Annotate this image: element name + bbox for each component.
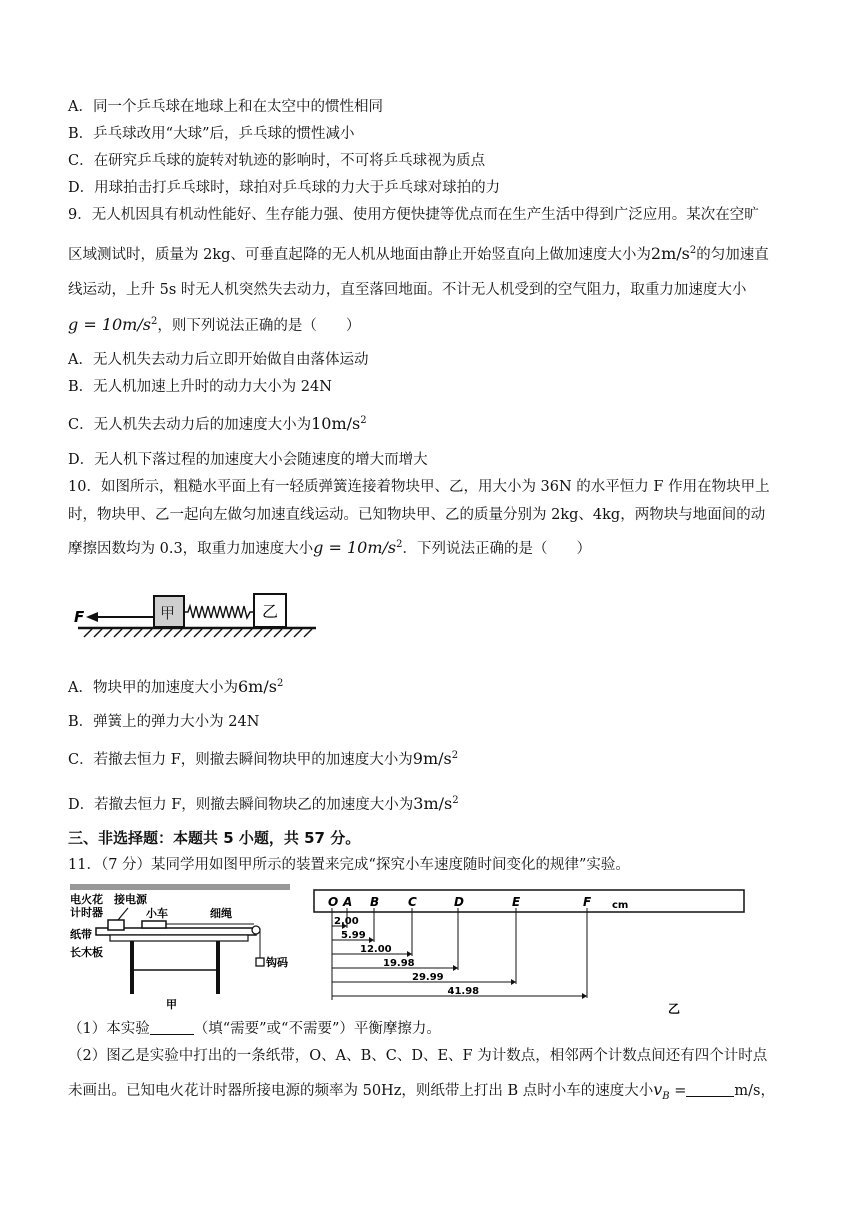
block-yi-label: 乙 — [262, 602, 279, 621]
q8-option-c: C．在研究乒乓球的旋转对轨迹的影响时，不可将乒乓球视为质点 — [68, 153, 486, 169]
distance-label-1: 2.00 — [334, 916, 359, 927]
q9-accel-value: 2m/s — [650, 244, 690, 263]
q9-line2-text: 区域测试时，质量为 2kg、可垂直起降的无人机从地面由静止开始竖直向上做加速度大小为 — [68, 247, 651, 263]
spring — [184, 606, 254, 618]
distance-arrow-icon — [369, 937, 374, 943]
caption-yi: 乙 — [668, 1002, 681, 1014]
distance-arrow-icon — [407, 951, 412, 957]
timer-device — [108, 920, 124, 930]
force-arrow-icon — [86, 612, 98, 622]
distance-label-3: 12.00 — [360, 944, 392, 955]
q9-option-c-math: 10m/s — [311, 414, 361, 433]
q8-option-a: A．同一个乒乓球在地球上和在太空中的惯性相同 — [68, 99, 383, 115]
distance-label-4: 19.98 — [383, 958, 415, 969]
q10-stem-line1: 10．如图所示，粗糙水平面上有一轻质弹簧连接着物块甲、乙，用大小为 36N 的水平恒力 F 作用在物块甲上 — [68, 479, 770, 495]
q11-vb-symbol: v — [653, 1080, 663, 1099]
q10-line3-tail: ．下列说法正确的是（ ） — [402, 541, 591, 557]
caption-jia: 甲 — [166, 998, 177, 1011]
distance-arrow-icon — [453, 965, 458, 971]
q10-option-b: B．弹簧上的弹力大小为 24N — [68, 714, 260, 730]
q10-option-d: D．若撤去恒力 F，则撤去瞬间物块乙的加速度大小为$3m/s^2$ — [68, 794, 459, 813]
q9-g-value: g = 10m/s — [68, 315, 151, 334]
q9-option-a: A．无人机失去动力后立即开始做自由落体运动 — [68, 352, 369, 368]
label-tape: 纸带 — [70, 928, 92, 941]
ground-hatching — [84, 629, 312, 637]
distance-label-6: 41.98 — [447, 986, 480, 997]
q9-line2-tail: 的匀加速直 — [696, 247, 769, 263]
force-label: F — [74, 608, 85, 626]
q11-vb-eq: = — [669, 1083, 687, 1099]
q11-part2-text: 未画出。已知电火花计时器所接电源的频率为 50Hz，则纸带上打出 B 点时小车的速度大小 — [68, 1083, 654, 1099]
q9-option-c: C．无人机失去动力后的加速度大小为$10m/s^2$ — [68, 414, 367, 433]
q10-figure — [70, 588, 330, 650]
q10-stem-line3: 摩擦因数均为 0.3，取重力加速度大小$g = 10m/s^2$．下列说法正确的是（ ） — [68, 538, 591, 557]
q10-option-c-text: C．若撤去恒力 F，则撤去瞬间物块甲的加速度大小为 — [68, 752, 413, 768]
tape-unit: cm — [612, 900, 629, 911]
tape-point-O: O — [328, 895, 339, 909]
label-timer: 电火花 — [70, 893, 103, 906]
q11-part2-line2 — [68, 1080, 775, 1107]
tape-point-C: C — [408, 895, 417, 909]
label-rope: 细绳 — [210, 907, 232, 920]
q10-option-a-math: 6m/s — [237, 677, 277, 696]
q11-answer-blank-2[interactable] — [686, 1082, 734, 1097]
block-jia-label: 甲 — [160, 604, 176, 622]
q11-part2-tail: m/s， — [734, 1083, 775, 1099]
q9-stem-line4: $g = 10m/s^2$，则下列说法正确的是（ ） — [68, 315, 361, 334]
q10-line3-text: 摩擦因数均为 0.3，取重力加速度大小 — [68, 541, 314, 557]
q11-stem-line1: 11．（7 分）某同学用如图甲所示的装置来完成“探究小车速度随时间变化的规律”实验。 — [68, 857, 630, 873]
weight-block — [256, 958, 264, 966]
pulley-icon — [252, 926, 260, 934]
q8-option-d: D．用球拍击打乒乓球时，球拍对乒乓球的力大于乒乓球对球拍的力 — [68, 180, 501, 196]
q10-option-c: C．若撤去恒力 F，则撤去瞬间物块甲的加速度大小为$9m/s^2$ — [68, 749, 459, 768]
q11-vb-sub: B — [662, 1090, 670, 1102]
q9-line4-tail: ，则下列说法正确的是（ ） — [157, 318, 361, 334]
q10-g-value: g = 10m/s — [313, 538, 397, 557]
q9-option-b: B．无人机加速上升时的动力大小为 24N — [68, 379, 332, 395]
section-heading: 三、非选择题：本题共 5 小题，共 57 分。 — [68, 829, 361, 847]
tape-figure — [312, 888, 752, 1014]
q11-answer-blank-1[interactable] — [150, 1020, 194, 1035]
q10-option-d-text: D．若撤去恒力 F，则撤去瞬间物块乙的加速度大小为 — [68, 797, 414, 813]
q9-stem-line2: 区域测试时，质量为 2kg、可垂直起降的无人机从地面由静止开始竖直向上做加速度大小为$2m/s^2$的匀加速直 — [68, 244, 769, 263]
q10-stem-line2: 时，物块甲、乙一起向左做匀加速直线运动。已知物块甲、乙的质量分别为 2kg、4kg，两物块与地面间的动 — [68, 507, 766, 523]
q8-option-b: B．乒乓球改用“大球”后，乒乓球的惯性减小 — [68, 126, 355, 142]
q9-stem-line3: 线运动，上升 5s 时无人机突然失去动力，直至落回地面。不计无人机受到的空气阻力，取重力加速度大小 — [68, 282, 747, 298]
q9-option-c-text: C．无人机失去动力后的加速度大小为 — [68, 417, 312, 433]
label-cart: 小车 — [146, 907, 168, 920]
tape-point-E: E — [512, 895, 521, 909]
q9-option-d: D．无人机下落过程的加速度大小会随速度的增大而增大 — [68, 452, 428, 468]
q11-part1-text: （1）本实验 — [68, 1021, 150, 1037]
apparatus-figure — [70, 884, 290, 1012]
distance-label-5: 29.99 — [412, 972, 444, 983]
label-timer2: 计时器 — [70, 906, 103, 919]
tape-point-B: B — [370, 895, 380, 909]
q9-stem-line1: 9．无人机因具有机动性能好、生存能力强、使用方便快捷等优点而在生产生活中得到广泛应用。某次在空旷 — [68, 207, 759, 223]
q10-option-c-math: 9m/s — [412, 749, 452, 768]
label-power: 接电源 — [114, 893, 147, 906]
q10-option-d-math: 3m/s — [413, 794, 453, 813]
cart — [142, 921, 166, 928]
tape-point-A: A — [343, 895, 353, 909]
q10-option-a: A．物块甲的加速度大小为$6m/s^2$ — [68, 677, 284, 696]
tape-point-D: D — [454, 895, 464, 909]
q11-part1-tail: （填“需要”或“不需要”）平衡摩擦力。 — [193, 1021, 441, 1037]
tape-point-F: F — [583, 895, 592, 909]
label-board: 长木板 — [70, 946, 103, 959]
q10-option-a-text: A．物块甲的加速度大小为 — [68, 680, 238, 696]
distance-arrow-icon — [511, 979, 516, 985]
label-weight: 钩码 — [266, 956, 288, 969]
q11-part2-line1: （2）图乙是实验中打出的一条纸带，O、A、B、C、D、E、F 为计数点，相邻两个计数点间还有四个计时点 — [68, 1048, 768, 1064]
q11-part1 — [68, 1019, 441, 1039]
distance-arrow-icon — [582, 993, 587, 999]
distance-label-2: 5.99 — [341, 930, 366, 941]
